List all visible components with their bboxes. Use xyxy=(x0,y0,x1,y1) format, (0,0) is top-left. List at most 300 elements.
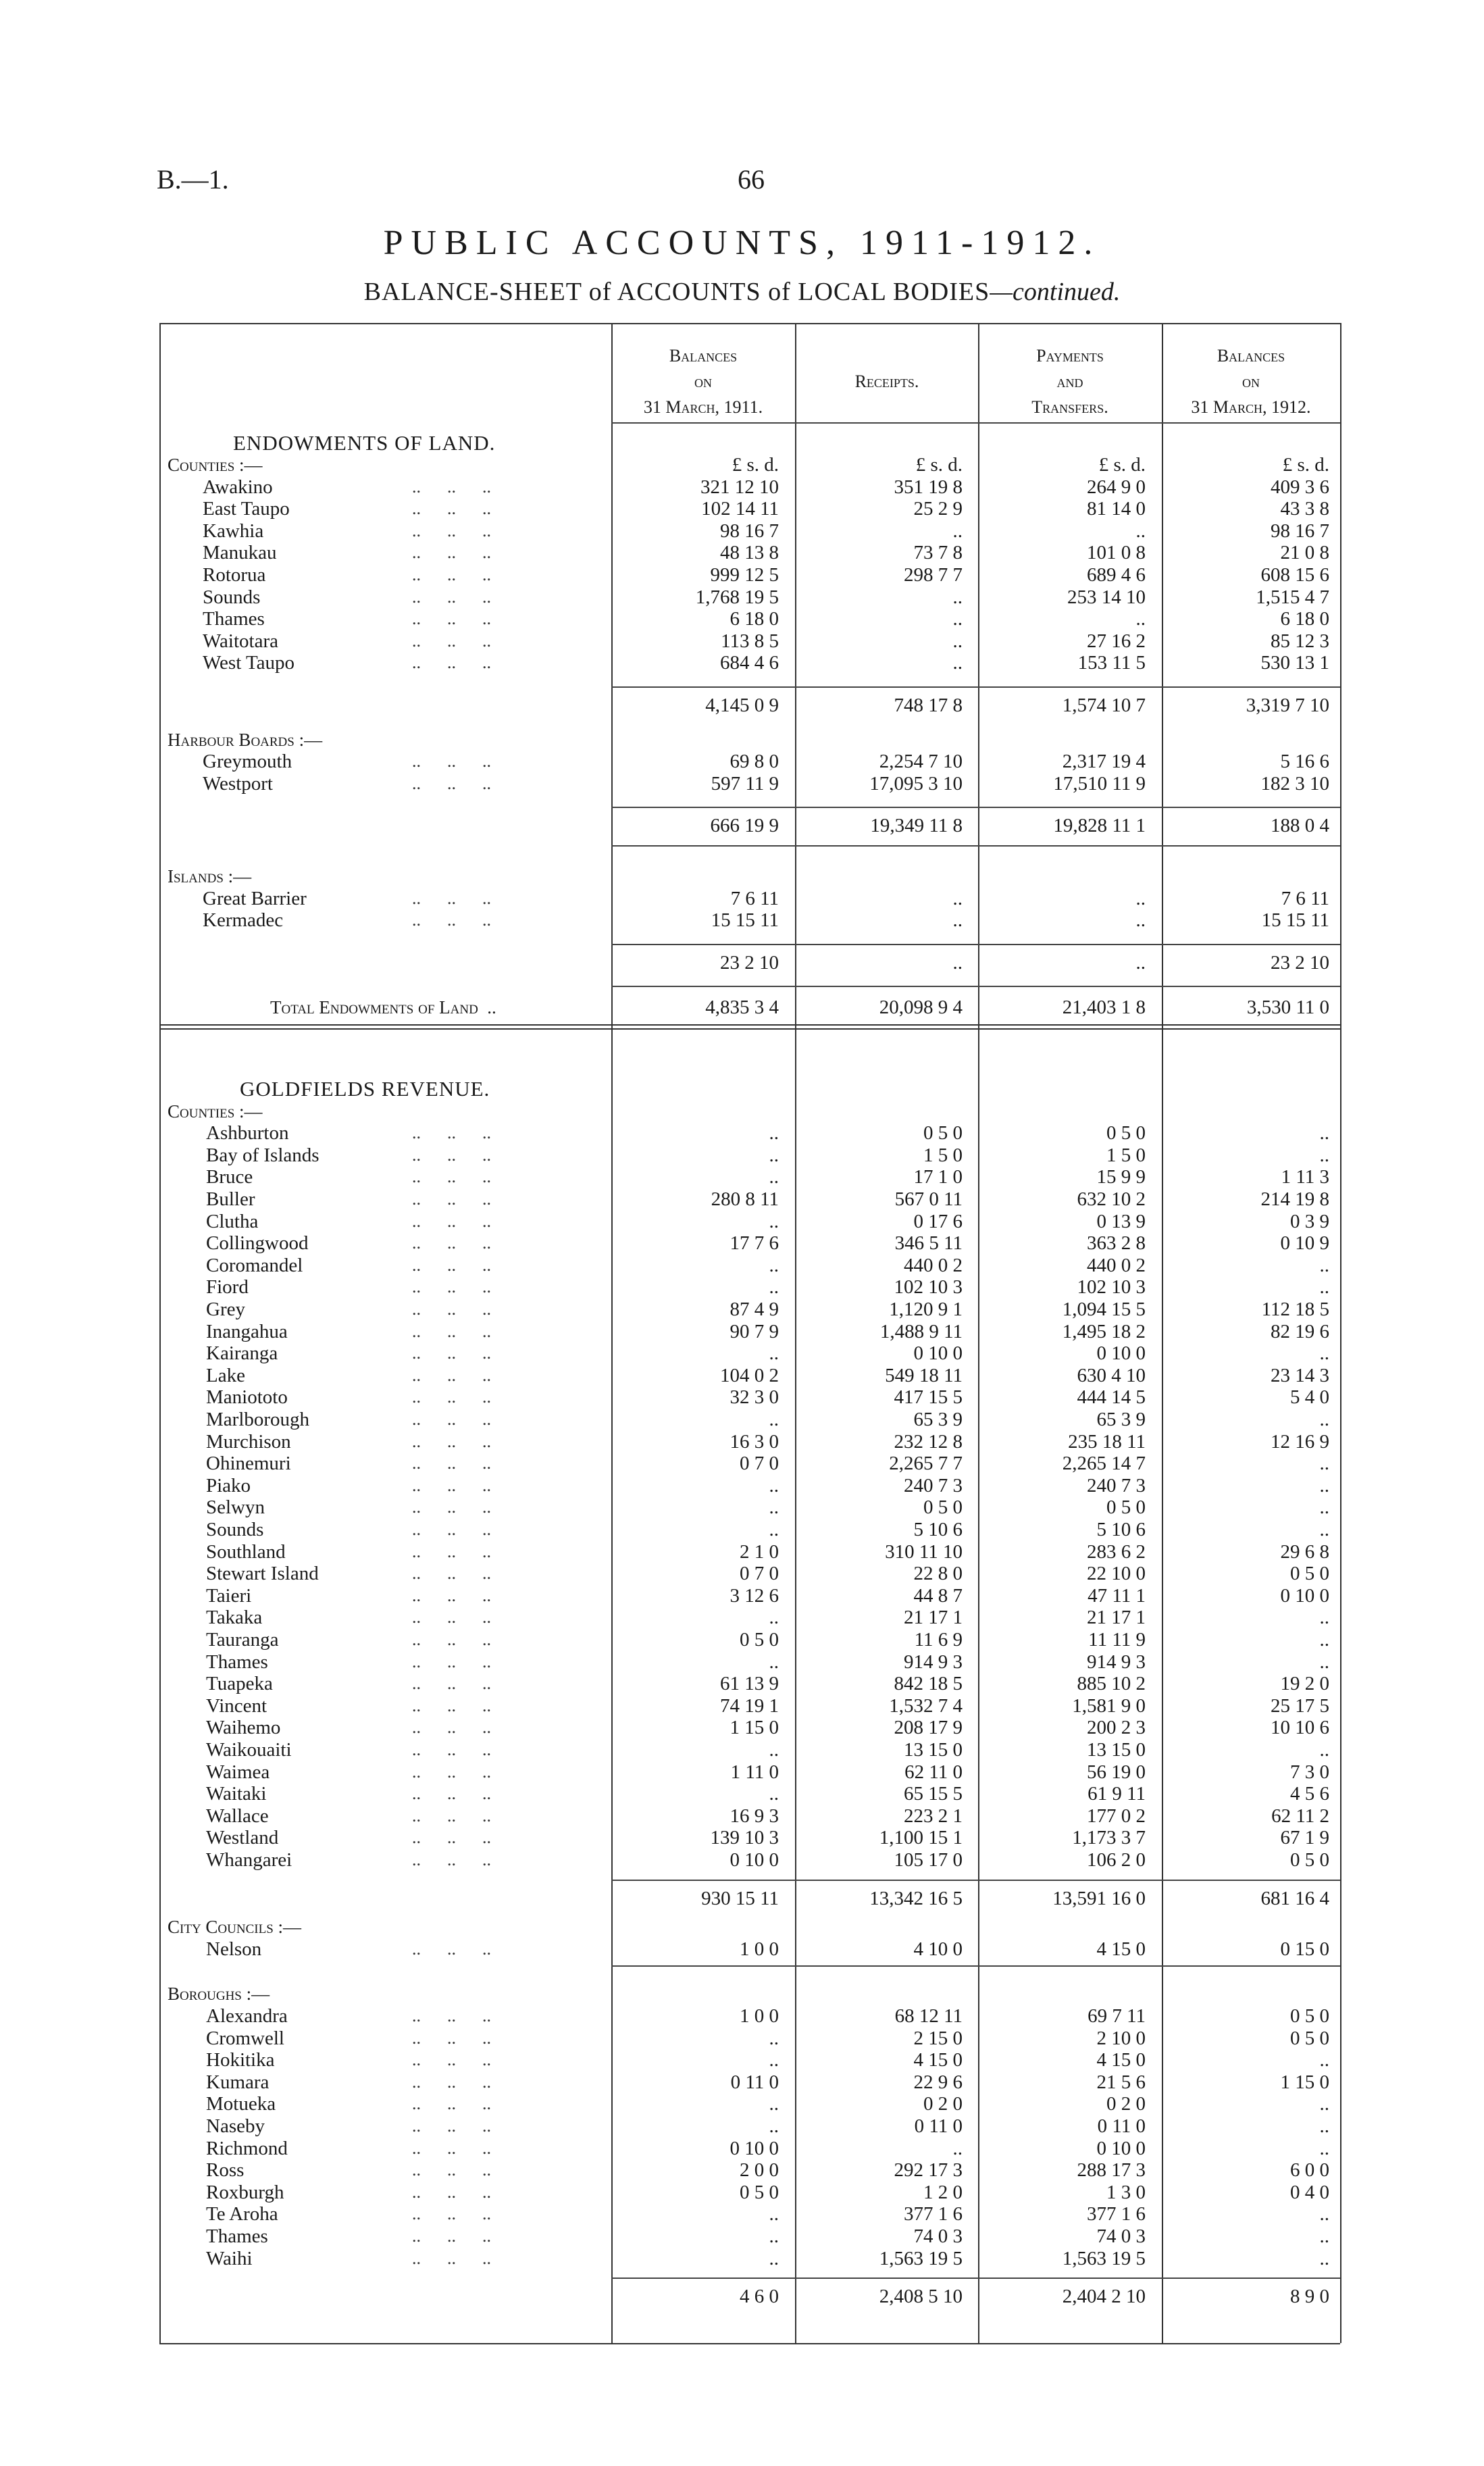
row-value-col3: 0 2 0 xyxy=(1106,2093,1146,2115)
row-value-col2: 346 5 11 xyxy=(894,1232,963,1255)
grand-total-label: Total Endowments of Land .. xyxy=(270,997,496,1018)
row-label: Waikouaiti xyxy=(206,1739,292,1761)
row-label: Tuapeka xyxy=(206,1673,273,1695)
leader-dots: .. .. .. xyxy=(412,1343,491,1363)
leader-dots: .. .. .. xyxy=(412,1563,491,1584)
row-label: Kumara xyxy=(206,2071,270,2093)
row-value-col3: 27 16 2 xyxy=(1087,630,1146,652)
row-value-col2: 105 17 0 xyxy=(894,1849,963,1871)
row-value-col1: 113 8 5 xyxy=(721,630,779,652)
row-value-col2: 298 7 7 xyxy=(904,564,963,586)
row-value-col4: 12 16 9 xyxy=(1271,1430,1329,1453)
row-value-col3: 4 15 0 xyxy=(1096,1938,1146,1960)
row-value-col4: 0 5 0 xyxy=(1290,2027,1329,2049)
row-value-col4: .. xyxy=(1319,1629,1329,1651)
row-value-col1: 0 7 0 xyxy=(740,1563,779,1585)
row-label: Taieri xyxy=(206,1584,252,1607)
row-value-col3: 0 13 9 xyxy=(1096,1210,1146,1232)
row-value-col3: 22 10 0 xyxy=(1087,1563,1146,1585)
row-value-col2: .. xyxy=(952,909,963,932)
row-value-col4: .. xyxy=(1319,2115,1329,2137)
row-value-col3: 0 10 0 xyxy=(1096,2137,1146,2159)
row-value-col4: 85 12 3 xyxy=(1271,630,1329,652)
row-value-col2: 73 7 8 xyxy=(913,542,963,564)
row-value-col2: 1,488 9 11 xyxy=(879,1320,963,1342)
row-value-col1: 87 4 9 xyxy=(730,1299,779,1320)
leader-dots: .. .. .. xyxy=(412,609,491,629)
row-value-col4: .. xyxy=(1319,1651,1329,1673)
column-rule xyxy=(1340,323,1341,2343)
row-value-col3: 17,510 11 9 xyxy=(1053,772,1146,795)
row-value-col4: 43 3 8 xyxy=(1280,498,1329,520)
row-value-col1: .. xyxy=(769,1166,779,1188)
row-value-col2: 21 17 1 xyxy=(904,1607,963,1629)
row-label: Grey xyxy=(206,1299,245,1320)
row-value-col3: 253 14 10 xyxy=(1067,586,1146,608)
leader-dots: .. .. .. xyxy=(412,1850,491,1869)
row-value-col1: 69 8 0 xyxy=(730,751,779,773)
leader-dots: .. .. .. xyxy=(412,543,491,563)
row-value-col4: 1 11 3 xyxy=(1281,1166,1329,1188)
row-value-col2: 914 9 3 xyxy=(904,1651,963,1673)
horizontal-rule xyxy=(611,1880,1340,1881)
row-value-col2: 2 15 0 xyxy=(913,2027,963,2049)
row-value-col3: 65 3 9 xyxy=(1096,1409,1146,1430)
row-label: Waimea xyxy=(206,1761,270,1783)
grand-total-col4: 3,530 11 0 xyxy=(1246,997,1329,1019)
leader-dots: .. .. .. xyxy=(412,1519,491,1539)
page-title: PUBLIC ACCOUNTS, 1911-1912. xyxy=(383,224,1101,262)
row-value-col2: .. xyxy=(952,2137,963,2159)
row-value-col4: 4 5 6 xyxy=(1290,1783,1329,1805)
row-value-col2: 1,563 19 5 xyxy=(879,2247,963,2269)
row-value-col3: 81 14 0 xyxy=(1087,498,1146,520)
row-value-col2: 4 10 0 xyxy=(913,1938,963,1960)
row-label: East Taupo xyxy=(203,498,290,520)
leader-dots: .. .. .. xyxy=(412,1277,491,1297)
horizontal-rule xyxy=(159,1028,1340,1030)
row-value-col3: 630 4 10 xyxy=(1077,1364,1146,1386)
row-value-col2: 25 2 9 xyxy=(913,498,963,520)
leader-dots: .. .. .. xyxy=(412,1828,491,1848)
row-label: Greymouth xyxy=(203,751,292,773)
row-label: Motueka xyxy=(206,2093,276,2115)
column-header-1: Balances on 31 March, 1911. xyxy=(643,346,763,417)
row-value-col3: .. xyxy=(1135,909,1146,932)
subtotal-col1: 4,145 0 9 xyxy=(705,695,779,716)
row-value-col3: 101 0 8 xyxy=(1087,542,1146,564)
row-value-col1: 102 14 11 xyxy=(701,498,779,520)
row-value-col2: 351 19 8 xyxy=(894,476,963,498)
row-value-col3: 1,094 15 5 xyxy=(1062,1299,1146,1320)
leader-dots: .. .. .. xyxy=(412,2094,491,2114)
leader-dots: .. .. .. xyxy=(412,499,491,519)
row-value-col4: .. xyxy=(1319,1607,1329,1629)
leader-dots: .. .. .. xyxy=(412,1784,491,1804)
row-value-col3: 264 9 0 xyxy=(1087,476,1146,498)
row-value-col2: 102 10 3 xyxy=(894,1276,963,1299)
row-label: Kawhia xyxy=(203,520,264,542)
row-label: Hokitika xyxy=(206,2049,275,2071)
row-value-col2: 65 15 5 xyxy=(904,1783,963,1805)
row-value-col1: 16 3 0 xyxy=(730,1430,779,1453)
row-value-col3: 15 9 9 xyxy=(1096,1166,1146,1188)
row-value-col1: 15 15 11 xyxy=(711,909,779,932)
leader-dots: .. .. .. xyxy=(412,1585,491,1605)
subsection-label: City Councils :— xyxy=(168,1917,302,1938)
row-value-col4: 0 10 9 xyxy=(1280,1232,1329,1255)
row-label: Ohinemuri xyxy=(206,1453,291,1475)
row-value-col2: 74 0 3 xyxy=(913,2225,963,2247)
row-value-col1: 6 18 0 xyxy=(730,608,779,630)
row-value-col1: 1 0 0 xyxy=(740,2005,779,2027)
row-value-col4: 0 4 0 xyxy=(1290,2181,1329,2203)
row-label: Piako xyxy=(206,1474,251,1496)
horizontal-rule xyxy=(159,2343,1340,2344)
section-title-goldfields: GOLDFIELDS REVENUE. xyxy=(240,1077,490,1101)
row-value-col3: 1,495 18 2 xyxy=(1062,1320,1146,1342)
row-value-col1: .. xyxy=(769,1144,779,1166)
row-value-col3: 106 2 0 xyxy=(1087,1849,1146,1871)
row-value-col3: 177 0 2 xyxy=(1087,1805,1146,1827)
row-value-col4: 112 18 5 xyxy=(1261,1299,1329,1320)
row-value-col2: 68 12 11 xyxy=(894,2005,963,2027)
row-value-col2: .. xyxy=(952,608,963,630)
row-value-col2: 5 10 6 xyxy=(913,1519,963,1540)
row-value-col2: 13 15 0 xyxy=(904,1739,963,1761)
row-value-col2: 310 11 10 xyxy=(885,1540,963,1563)
leader-dots: .. .. .. xyxy=(412,476,491,497)
row-label: Waitotara xyxy=(203,630,278,652)
row-value-col1: .. xyxy=(769,2247,779,2269)
row-label: Ross xyxy=(206,2159,245,2182)
row-label: Great Barrier xyxy=(203,887,307,909)
row-value-col3: 1,173 3 7 xyxy=(1072,1827,1146,1849)
row-value-col1: 0 5 0 xyxy=(740,1629,779,1651)
row-value-col2: 292 17 3 xyxy=(894,2159,963,2182)
subtitle-continued: —continued. xyxy=(990,278,1121,306)
row-label: Waihi xyxy=(206,2247,253,2269)
row-value-col1: .. xyxy=(769,2225,779,2247)
row-value-col4: .. xyxy=(1319,2137,1329,2159)
row-label: Westland xyxy=(206,1827,279,1849)
row-label: Tauranga xyxy=(206,1629,279,1651)
row-value-col3: 69 7 11 xyxy=(1088,2005,1146,2027)
row-value-col1: 2 0 0 xyxy=(740,2159,779,2182)
row-label: Awakino xyxy=(203,476,273,498)
row-value-col2: 2,254 7 10 xyxy=(879,751,963,773)
row-value-col3: 21 5 6 xyxy=(1096,2071,1146,2093)
row-value-col3: 13 15 0 xyxy=(1087,1739,1146,1761)
leader-dots: .. .. .. xyxy=(412,2006,491,2025)
horizontal-rule xyxy=(611,422,1340,424)
page-subtitle xyxy=(0,277,1484,307)
row-label: Westport xyxy=(203,772,273,795)
row-value-col3: 0 10 0 xyxy=(1096,1342,1146,1365)
row-value-col4: 21 0 8 xyxy=(1280,542,1329,564)
horizontal-rule xyxy=(611,686,1340,688)
subtotal-col1: 4 6 0 xyxy=(740,2286,779,2308)
subtotal-col1: 930 15 11 xyxy=(701,1887,779,1909)
leader-dots: .. .. .. xyxy=(412,751,491,772)
row-value-col2: 17 1 0 xyxy=(913,1166,963,1188)
subsection-label: Counties :— xyxy=(168,455,263,475)
subtotal-col2: .. xyxy=(952,951,963,974)
row-label: Clutha xyxy=(206,1210,259,1232)
subtotal-col1: 666 19 9 xyxy=(710,815,779,837)
row-value-col2: 4 15 0 xyxy=(913,2049,963,2071)
row-label: Fiord xyxy=(206,1276,249,1299)
row-value-col1: .. xyxy=(769,1519,779,1540)
row-value-col4: .. xyxy=(1319,1409,1329,1430)
leader-dots: .. .. .. xyxy=(412,1938,491,1959)
row-value-col4: 5 4 0 xyxy=(1290,1386,1329,1409)
row-value-col1: .. xyxy=(769,2203,779,2225)
leader-dots: .. .. .. xyxy=(412,1740,491,1759)
row-value-col4: 7 6 11 xyxy=(1281,887,1329,909)
row-label: Thames xyxy=(203,608,265,630)
row-value-col1: 139 10 3 xyxy=(710,1827,779,1849)
leader-dots: .. .. .. xyxy=(412,1299,491,1319)
row-value-col2: 0 10 0 xyxy=(913,1342,963,1365)
row-value-col4: 0 5 0 xyxy=(1290,1849,1329,1871)
row-value-col3: 2 10 0 xyxy=(1096,2027,1146,2049)
row-value-col4: .. xyxy=(1319,1122,1329,1144)
leader-dots: .. .. .. xyxy=(412,1695,491,1715)
row-value-col3: 1 5 0 xyxy=(1106,1144,1146,1166)
row-value-col2: 223 2 1 xyxy=(904,1805,963,1827)
row-value-col3: 200 2 3 xyxy=(1087,1717,1146,1739)
row-value-col2: 842 18 5 xyxy=(894,1673,963,1695)
row-label: Thames xyxy=(206,1651,268,1673)
row-value-col2: 240 7 3 xyxy=(904,1474,963,1496)
row-value-col4: 0 10 0 xyxy=(1280,1584,1329,1607)
row-label: Vincent xyxy=(206,1694,267,1717)
row-label: Stewart Island xyxy=(206,1563,319,1585)
row-value-col2: 65 3 9 xyxy=(913,1409,963,1430)
leader-dots: .. .. .. xyxy=(412,2050,491,2070)
row-label: Kairanga xyxy=(206,1342,278,1365)
leader-dots: .. .. .. xyxy=(412,2160,491,2180)
row-value-col2: 1 2 0 xyxy=(923,2181,963,2203)
row-label: Kermadec xyxy=(203,909,284,932)
row-value-col4: .. xyxy=(1319,1342,1329,1365)
row-value-col4: .. xyxy=(1319,2049,1329,2071)
column-rule xyxy=(159,323,161,2343)
leader-dots: .. .. .. xyxy=(412,586,491,607)
row-label: West Taupo xyxy=(203,652,295,674)
leader-dots: .. .. .. xyxy=(412,1387,491,1407)
row-value-col3: 914 9 3 xyxy=(1087,1651,1146,1673)
row-value-col3: 1,581 9 0 xyxy=(1072,1694,1146,1717)
row-label: Roxburgh xyxy=(206,2181,284,2203)
leader-dots: .. .. .. xyxy=(412,1409,491,1429)
row-value-col1: 0 10 0 xyxy=(730,2137,779,2159)
row-value-col1: 90 7 9 xyxy=(730,1320,779,1342)
row-value-col3: 21 17 1 xyxy=(1087,1607,1146,1629)
row-value-col4: 6 18 0 xyxy=(1280,608,1329,630)
row-value-col1: .. xyxy=(769,2027,779,2049)
row-value-col3: 283 6 2 xyxy=(1087,1540,1146,1563)
row-value-col3: 885 10 2 xyxy=(1077,1673,1146,1695)
row-value-col1: 280 8 11 xyxy=(711,1188,779,1210)
row-value-col1: 321 12 10 xyxy=(700,476,779,498)
row-label: Maniototo xyxy=(206,1386,288,1409)
row-value-col1: .. xyxy=(769,1651,779,1673)
subtotal-col4: 188 0 4 xyxy=(1271,815,1329,837)
leader-dots: .. .. .. xyxy=(412,1475,491,1495)
horizontal-rule xyxy=(611,807,1340,808)
row-label: Inangahua xyxy=(206,1320,288,1342)
subtotal-col2: 748 17 8 xyxy=(894,695,963,716)
subtotal-col4: 681 16 4 xyxy=(1260,1887,1329,1909)
row-label: Sounds xyxy=(206,1519,264,1540)
row-value-col3: 363 2 8 xyxy=(1087,1232,1146,1255)
row-value-col1: .. xyxy=(769,2093,779,2115)
row-value-col1: 0 5 0 xyxy=(740,2181,779,2203)
row-label: Cromwell xyxy=(206,2027,284,2049)
leader-dots: .. .. .. xyxy=(412,2028,491,2048)
row-value-col3: 5 10 6 xyxy=(1096,1519,1146,1540)
row-value-col1: 0 7 0 xyxy=(740,1453,779,1475)
row-label: Buller xyxy=(206,1188,255,1210)
row-value-col3: 444 14 5 xyxy=(1077,1386,1146,1409)
row-value-col1: 104 0 2 xyxy=(720,1364,779,1386)
row-value-col4: 214 19 8 xyxy=(1260,1188,1329,1210)
grand-total-col1: 4,835 3 4 xyxy=(705,997,779,1019)
row-value-col4: 98 16 7 xyxy=(1271,520,1329,542)
subtotal-col2: 13,342 16 5 xyxy=(869,1887,963,1909)
leader-dots: .. .. .. xyxy=(412,2116,491,2136)
row-value-col4: .. xyxy=(1319,2203,1329,2225)
row-label: Marlborough xyxy=(206,1409,310,1430)
row-value-col3: 235 18 11 xyxy=(1068,1430,1146,1453)
row-label: Southland xyxy=(206,1540,286,1563)
row-value-col1: 1 11 0 xyxy=(730,1761,779,1783)
row-label: Rotorua xyxy=(203,564,266,586)
currency-unit: £ s. d. xyxy=(1282,454,1329,476)
row-value-col2: 2,265 7 7 xyxy=(889,1453,963,1475)
subtotal-col1: 23 2 10 xyxy=(720,951,779,974)
horizontal-rule xyxy=(611,944,1340,945)
row-label: Wallace xyxy=(206,1805,269,1827)
row-value-col4: .. xyxy=(1319,1739,1329,1761)
row-value-col4: 7 3 0 xyxy=(1290,1761,1329,1783)
row-value-col4: .. xyxy=(1319,2093,1329,2115)
row-value-col3: .. xyxy=(1135,608,1146,630)
column-header-2: Receipts. xyxy=(854,372,919,391)
leader-dots: .. .. .. xyxy=(412,2138,491,2158)
row-value-col4: .. xyxy=(1319,1519,1329,1540)
subsection-label: Boroughs :— xyxy=(168,1984,270,2005)
page-reference: B.—1. xyxy=(157,164,229,195)
row-value-col2: 1,532 7 4 xyxy=(889,1694,963,1717)
row-value-col2: .. xyxy=(952,630,963,652)
subtotal-col4: 23 2 10 xyxy=(1271,951,1329,974)
subtotal-col3: .. xyxy=(1135,951,1146,974)
row-value-col2: 62 11 0 xyxy=(904,1761,963,1783)
row-value-col3: 61 9 11 xyxy=(1088,1783,1146,1805)
subtotal-col3: 19,828 11 1 xyxy=(1053,815,1146,837)
row-value-col1: 16 9 3 xyxy=(730,1805,779,1827)
row-value-col3: 0 5 0 xyxy=(1106,1122,1146,1144)
row-value-col2: 1,120 9 1 xyxy=(889,1299,963,1320)
column-header-3: Payments and Transfers. xyxy=(1031,346,1108,417)
leader-dots: .. .. .. xyxy=(412,1453,491,1474)
leader-dots: .. .. .. xyxy=(412,1651,491,1671)
row-value-col4: 67 1 9 xyxy=(1280,1827,1329,1849)
subsection-label: Counties :— xyxy=(168,1101,263,1122)
row-value-col2: 232 12 8 xyxy=(894,1430,963,1453)
currency-unit: £ s. d. xyxy=(1098,454,1146,476)
row-value-col1: .. xyxy=(769,1496,779,1519)
row-value-col4: 409 3 6 xyxy=(1271,476,1329,498)
row-value-col4: 0 5 0 xyxy=(1290,2005,1329,2027)
row-value-col4: 82 19 6 xyxy=(1271,1320,1329,1342)
row-label: Manukau xyxy=(203,542,277,564)
row-label: Coromandel xyxy=(206,1254,303,1276)
row-value-col1: 74 19 1 xyxy=(720,1694,779,1717)
row-value-col1: 3 12 6 xyxy=(730,1584,779,1607)
leader-dots: .. .. .. xyxy=(412,2248,491,2268)
leader-dots: .. .. .. xyxy=(412,1607,491,1628)
leader-dots: .. .. .. xyxy=(412,2071,491,2092)
row-value-col3: 0 11 0 xyxy=(1097,2115,1146,2137)
row-value-col1: 999 12 5 xyxy=(710,564,779,586)
row-value-col4: .. xyxy=(1319,1276,1329,1299)
subtotal-col2: 2,408 5 10 xyxy=(879,2286,963,2308)
row-value-col3: 4 15 0 xyxy=(1096,2049,1146,2071)
row-value-col4: 182 3 10 xyxy=(1260,772,1329,795)
row-value-col3: 0 5 0 xyxy=(1106,1496,1146,1519)
row-label: Bay of Islands xyxy=(206,1144,319,1166)
leader-dots: .. .. .. xyxy=(412,1431,491,1451)
row-value-col3: 11 11 9 xyxy=(1088,1629,1146,1651)
row-value-col4: 10 10 6 xyxy=(1271,1717,1329,1739)
leader-dots: .. .. .. xyxy=(412,1541,491,1561)
leader-dots: .. .. .. xyxy=(412,1144,491,1165)
row-value-col4: 19 2 0 xyxy=(1280,1673,1329,1695)
leader-dots: .. .. .. xyxy=(412,1674,491,1694)
row-value-col4: 0 15 0 xyxy=(1280,1938,1329,1960)
row-value-col4: 29 6 8 xyxy=(1280,1540,1329,1563)
leader-dots: .. .. .. xyxy=(412,2182,491,2202)
leader-dots: .. .. .. xyxy=(412,630,491,651)
row-value-col2: 549 18 11 xyxy=(885,1364,963,1386)
horizontal-rule xyxy=(159,1024,1340,1026)
row-value-col4: 25 17 5 xyxy=(1271,1694,1329,1717)
row-value-col4: 5 16 6 xyxy=(1280,751,1329,773)
row-value-col1: .. xyxy=(769,1409,779,1430)
row-value-col4: .. xyxy=(1319,1453,1329,1475)
row-label: Takaka xyxy=(206,1607,263,1629)
row-value-col1: 1 15 0 xyxy=(730,1717,779,1739)
row-value-col3: 689 4 6 xyxy=(1087,564,1146,586)
leader-dots: .. .. .. xyxy=(412,565,491,584)
row-label: Ashburton xyxy=(206,1122,289,1144)
grand-total-col3: 21,403 1 8 xyxy=(1062,997,1146,1019)
leader-dots: .. .. .. xyxy=(412,1211,491,1231)
row-value-col3: 153 11 5 xyxy=(1077,652,1146,674)
row-value-col1: .. xyxy=(769,1607,779,1629)
row-label: Collingwood xyxy=(206,1232,309,1255)
leader-dots: .. .. .. xyxy=(412,1123,491,1143)
currency-unit: £ s. d. xyxy=(915,454,963,476)
row-value-col2: 0 17 6 xyxy=(913,1210,963,1232)
row-label: Waihemo xyxy=(206,1717,281,1739)
leader-dots: .. .. .. xyxy=(412,888,491,908)
currency-unit: £ s. d. xyxy=(732,454,779,476)
